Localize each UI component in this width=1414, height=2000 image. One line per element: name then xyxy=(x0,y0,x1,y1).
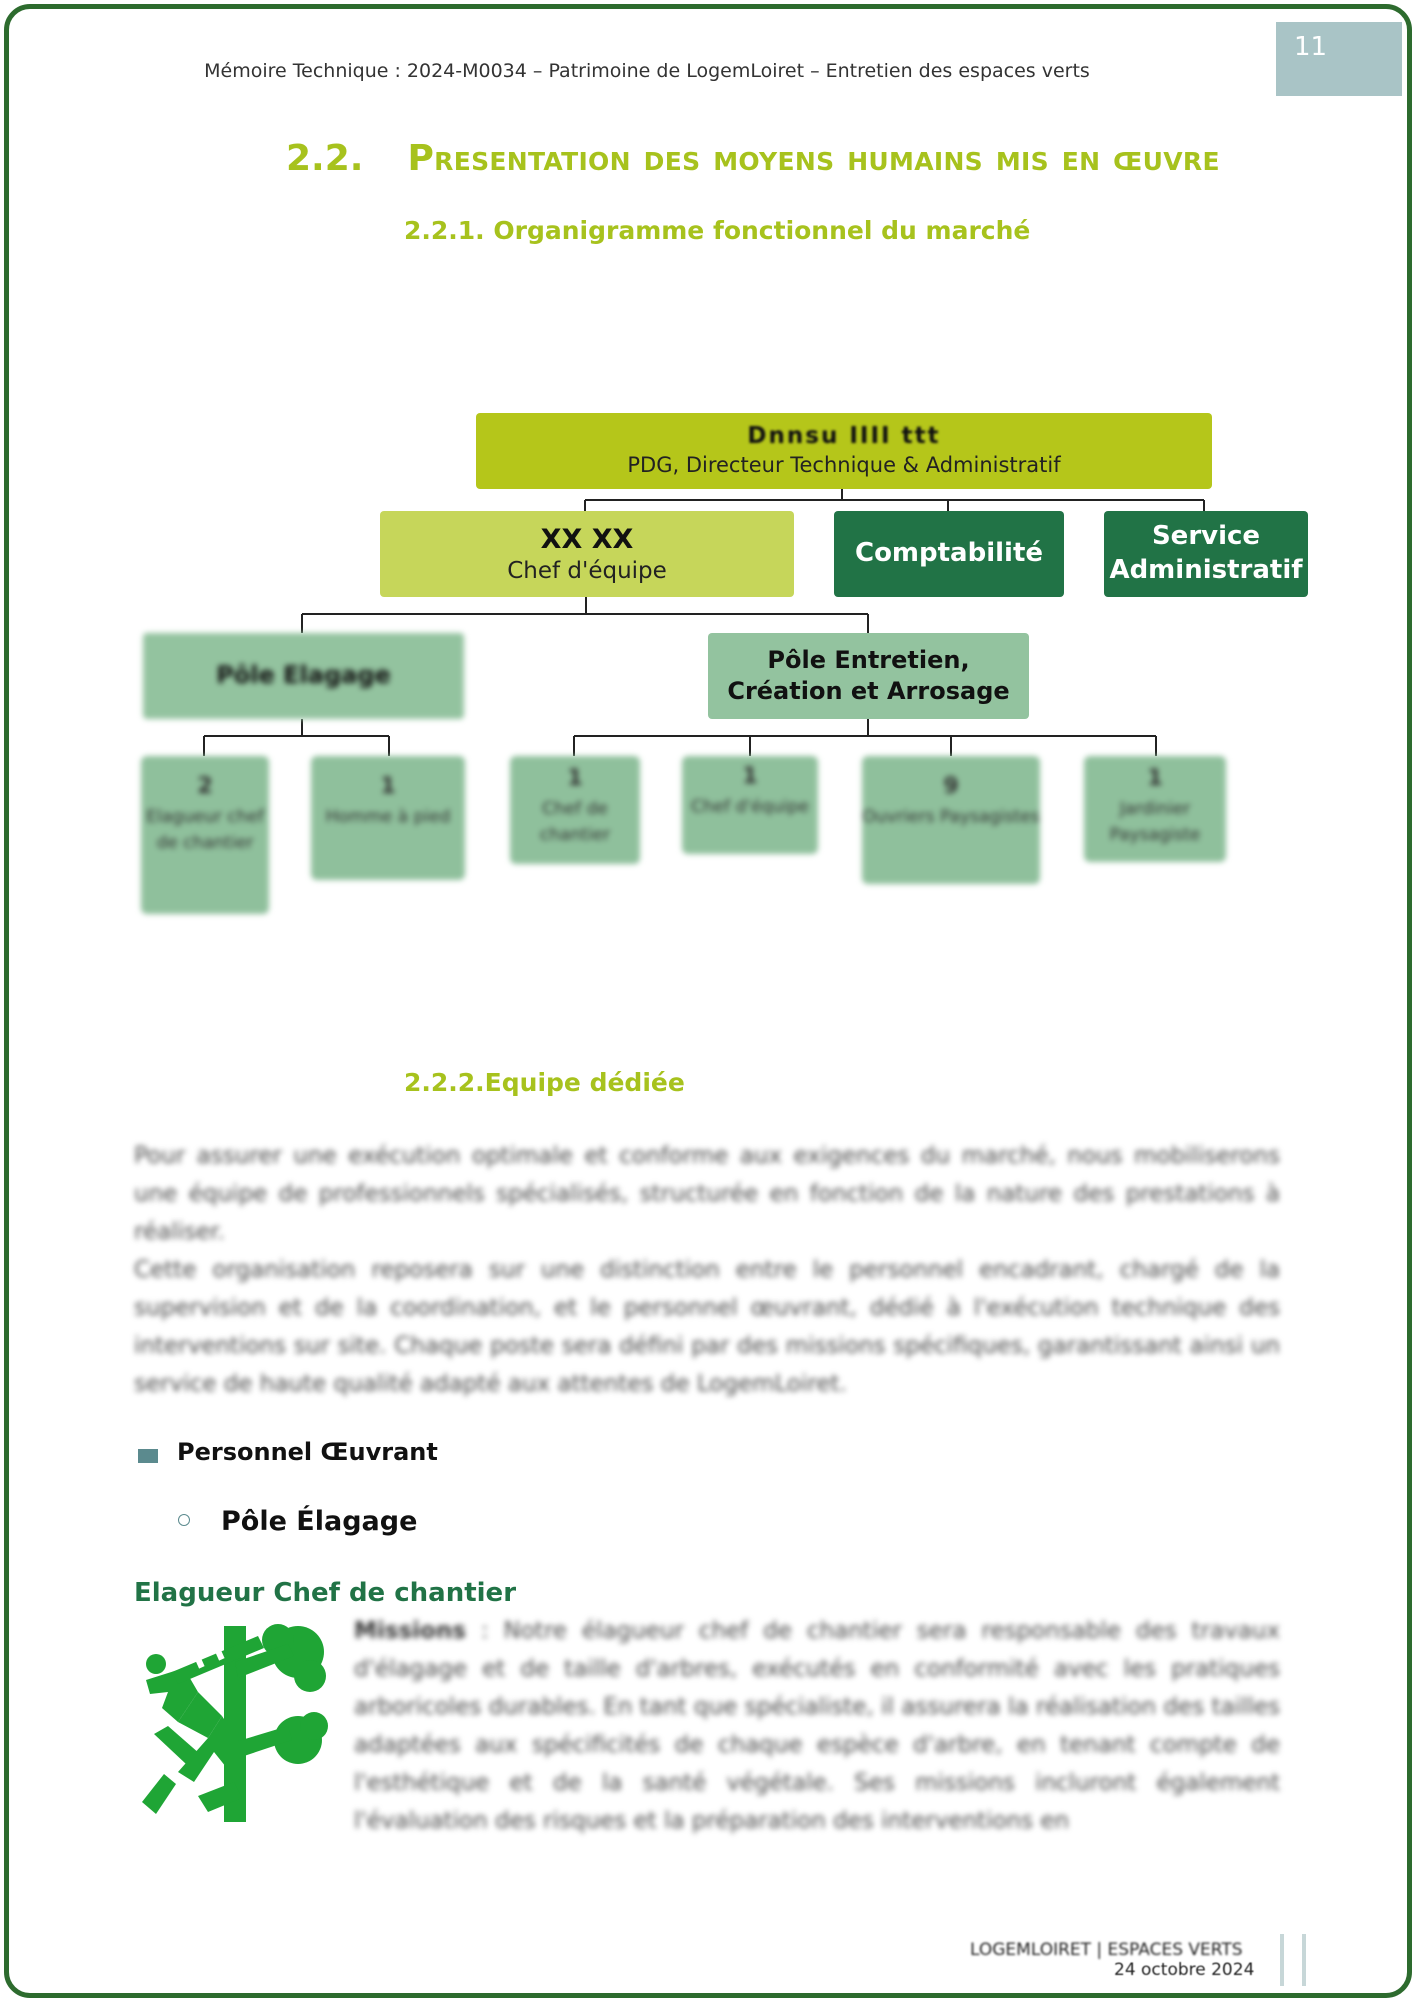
staff-count: 2 xyxy=(197,774,213,799)
pole-entretien-line-2: Création et Arrosage xyxy=(727,677,1010,705)
org-box-pole-elagage xyxy=(143,633,464,719)
missions-label: Missions xyxy=(354,1618,466,1644)
chef-name: XX XX xyxy=(540,523,634,555)
director-role: PDG, Directeur Technique & Administratif xyxy=(627,453,1061,478)
pole-elagage-label: Pôle Elagage xyxy=(216,661,391,690)
missions-paragraph xyxy=(354,1612,1280,1840)
circle-bullet-icon xyxy=(178,1514,190,1526)
service-admin-line-2: Administratif xyxy=(1109,555,1303,585)
staff-count: 1 xyxy=(380,774,396,799)
service-admin-line-1: Service xyxy=(1151,521,1261,552)
director-name: Dnnsu IIII ttt xyxy=(747,423,941,450)
footer-decoration xyxy=(1280,1934,1306,1986)
staff-label: Chef de chantier xyxy=(539,799,611,846)
org-box-pole-entretien xyxy=(708,633,1029,719)
role-title-elagueur: Elagueur Chef de chantier xyxy=(134,1578,517,1608)
team-intro-paragraph: Pour assurer une exécution optimale et conforme aux exigences du marché, nous mobiliserons une équipe de professionnels spécialisés, structurée en fonction de la nature des prestations à réaliser. xyxy=(134,1143,1280,1245)
subsection-org-chart-title: 2.2.1. Organigramme fonctionnel du marché xyxy=(404,216,1031,245)
staff-label: Chef d'équipe xyxy=(691,797,809,818)
section-title: Presentation des moyens humains mis en œuvre xyxy=(407,138,1220,179)
team-organisation-paragraph: Cette organisation reposera sur une distinction entre le personnel encadrant, chargé de la supervision et de la coordination, et le personnel œuvrant, dédié à l'exécution technique des interventions sur site. Chaque poste sera défini par des missions spécifiques, garantissant ainsi un service de haute qualité adapté aux attentes de LogemLoiret. xyxy=(134,1257,1280,1397)
staff-box-jardinier xyxy=(1084,756,1226,862)
connector-director xyxy=(585,489,1204,511)
org-box-comptabilite xyxy=(834,511,1064,597)
staff-box-elagueur xyxy=(141,756,269,914)
running-header: Mémoire Technique : 2024-M0034 – Patrimoine de LogemLoiret – Entretien des espaces verts xyxy=(204,60,1090,82)
comptabilite-label: Comptabilité xyxy=(854,538,1044,569)
staff-label: Jardinier Paysagiste xyxy=(1109,799,1201,846)
footer-date: 24 octobre 2024 xyxy=(1114,1960,1255,1980)
chef-role: Chef d'équipe xyxy=(507,557,667,584)
staff-count: 9 xyxy=(943,774,959,799)
connector-entretien xyxy=(574,719,1156,756)
missions-body: : Notre élagueur chef de chantier sera responsable des travaux d'élagage et de taille d'arbres, exécutés en conformité avec les pratiques arboricoles durables. En tant que spécialiste, il assurera la réalisation des tailles adaptées aux spécificités de chaque espèce d'arbre, en tenant compte de l'esthétique et de la santé végétale. Ses missions incluront également l'évaluation des risques et la préparation des interventions en xyxy=(354,1618,1280,1834)
staff-box-chef-de-chantier xyxy=(510,756,640,864)
org-box-director xyxy=(476,413,1212,489)
subsection-team-title: 2.2.2.Equipe dédiée xyxy=(404,1068,685,1097)
sub-bullet-pole-elagage: Pôle Élagage xyxy=(221,1506,418,1537)
connector-elagage xyxy=(204,719,389,756)
section-number: 2.2. xyxy=(286,138,364,179)
staff-label: Elagueur chef de chantier xyxy=(146,807,264,854)
pole-entretien-line-1: Pôle Entretien, xyxy=(767,645,970,674)
connector-chef xyxy=(302,597,868,633)
staff-box-ouvriers xyxy=(862,756,1040,884)
staff-count: 1 xyxy=(742,764,758,789)
staff-box-homme-a-pied xyxy=(311,756,465,880)
org-box-service-administratif xyxy=(1104,511,1308,597)
staff-box-chef-equipe xyxy=(682,756,818,854)
tree-pruner-icon xyxy=(138,1622,330,1822)
square-bullet-icon xyxy=(138,1449,158,1463)
footer-company: LOGEMLOIRET | ESPACES VERTS xyxy=(970,1940,1243,1960)
staff-label: Homme à pied xyxy=(325,807,451,828)
staff-count: 1 xyxy=(1147,766,1163,791)
page-number: 11 xyxy=(1276,22,1402,96)
staff-count: 1 xyxy=(567,766,583,791)
bullet-personnel-oeuvrant: Personnel Œuvrant xyxy=(177,1438,438,1466)
staff-label: Ouvriers Paysagistes xyxy=(862,807,1040,828)
org-box-chef-equipe xyxy=(380,511,794,597)
